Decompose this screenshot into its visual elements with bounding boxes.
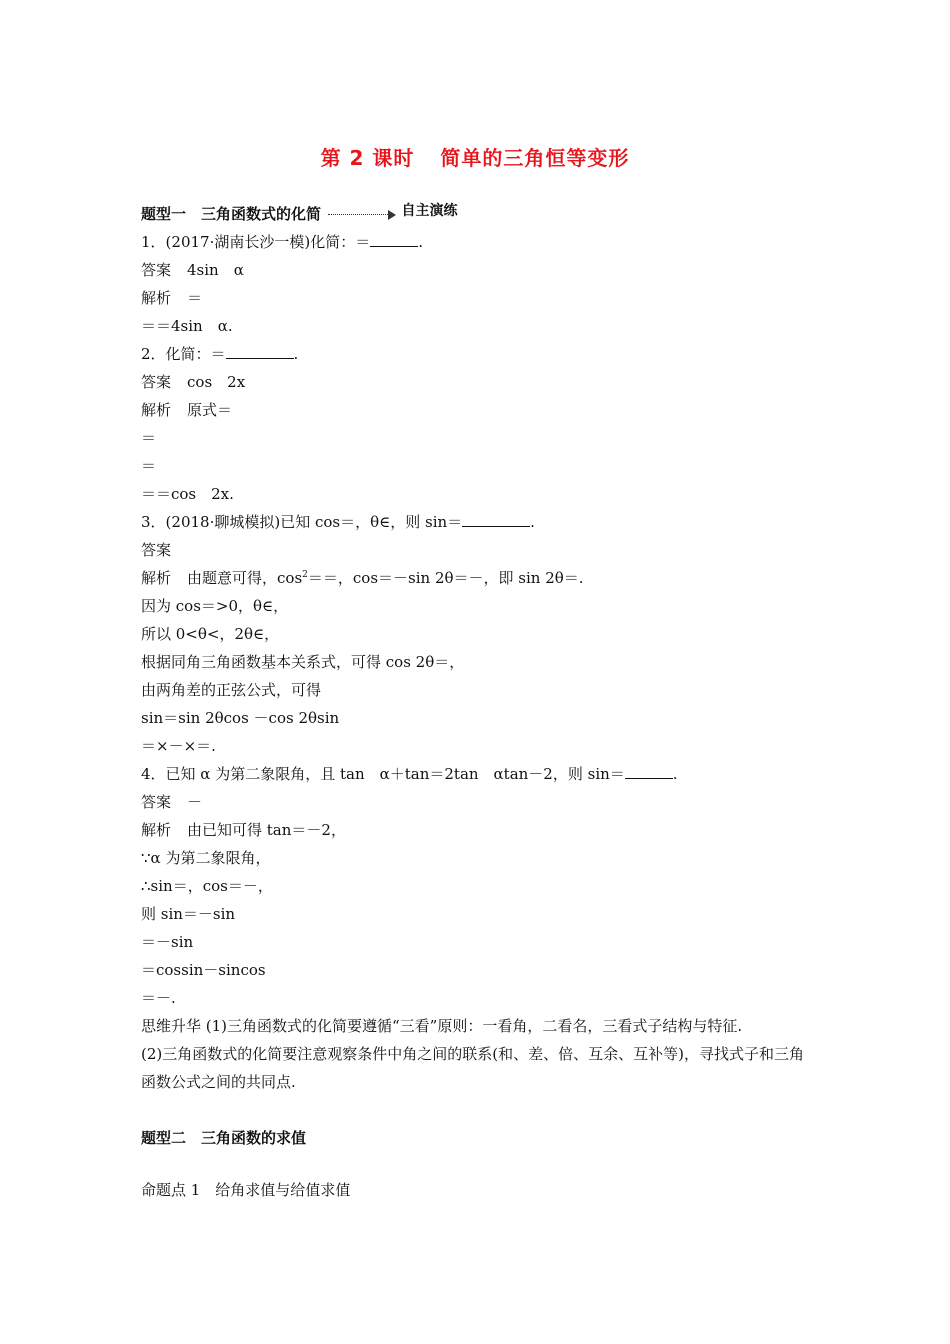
arrow-icon xyxy=(326,210,396,220)
answer-blank xyxy=(226,342,294,359)
answer-label: 答案 xyxy=(141,541,172,559)
answer-label: 答案 xyxy=(141,261,172,279)
answer-value: 4sin α xyxy=(187,261,244,279)
question-1-answer xyxy=(141,256,813,284)
summary-paragraph-2: (2)三角函数式的化简要注意观察条件中角之间的联系(和、差、倍、互余、互补等)，寻找式子和三角函数公式之间的共同点. xyxy=(141,1045,804,1091)
analysis-step: ＝ xyxy=(141,429,157,447)
self-practice-tag: 自主演练 xyxy=(401,203,458,219)
question-2-answer xyxy=(141,368,813,396)
question-1-stem: 1．(2017·湖南长沙一模)化简：＝ . xyxy=(141,228,813,256)
question-4-answer xyxy=(141,788,813,816)
analysis-step: ∴sin＝，cos＝－， xyxy=(141,877,273,895)
analysis-step: ＝＝4sin α. xyxy=(141,317,233,335)
main-content xyxy=(141,200,813,1204)
answer-value: － xyxy=(187,793,203,811)
question-3-answer xyxy=(141,536,813,564)
section-1-title: 题型一 三角函数式的化简 xyxy=(141,205,322,223)
analysis-label: 解析 xyxy=(141,569,172,587)
proposition-point-1: 命题点 1 给角求值与给值求值 xyxy=(141,1181,351,1199)
question-4-analysis: 解析 由已知可得 tan＝－2， xyxy=(141,816,813,844)
answer-blank xyxy=(625,762,673,779)
answer-value: cos 2x xyxy=(187,373,246,391)
question-3-analysis: 解析 由题意可得，$\cos^2==$，cos＝－sin 2θ＝－，即 sin 2θ＝. xyxy=(141,564,813,592)
section-heading-1 xyxy=(141,200,813,228)
lesson-title xyxy=(0,142,950,171)
analysis-step: 则 sin＝－sin xyxy=(141,905,236,923)
section-heading-2: 题型二 三角函数的求值 xyxy=(141,1129,307,1147)
analysis-step: ＝×－×＝. xyxy=(141,737,216,755)
answer-label: 答案 xyxy=(141,793,172,811)
answer-blank xyxy=(370,230,418,247)
analysis-label: 解析 xyxy=(141,401,172,419)
analysis-step: 因为 cos＝>0，θ∈， xyxy=(141,597,289,615)
answer-label: 答案 xyxy=(141,373,172,391)
analysis-label: 解析 xyxy=(141,289,172,307)
summary-paragraph-1: 思维升华 (1)三角函数式的化简要遵循“三看”原则：一看角，二看名，三看式子结构与特征. xyxy=(141,1017,743,1035)
analysis-step: sin＝sin 2θcos －cos 2θsin xyxy=(141,709,340,727)
question-3-stem: 3．(2018·聊城模拟)已知 cos＝，θ∈，则 sin＝ . xyxy=(141,508,813,536)
question-4-stem: 4．已知 α 为第二象限角，且 tan α＋tan＝2tan αtan－2，则 sin＝ . xyxy=(141,760,813,788)
answer-blank xyxy=(462,510,530,527)
analysis-step: 所以 0<θ<，2θ∈， xyxy=(141,625,280,643)
analysis-step: ＝＝cos 2x. xyxy=(141,485,234,503)
analysis-step: ＝ xyxy=(141,457,157,475)
question-2-stem: 2．化简：＝ . xyxy=(141,340,813,368)
lesson-title-topic: 简单的三角恒等变形 xyxy=(440,146,630,170)
lesson-title-number: 第 2 课时 xyxy=(320,146,415,170)
question-1-analysis: 解析 ＝ xyxy=(141,284,813,312)
analysis-step: ＝cossin－sincos xyxy=(141,961,266,979)
analysis-step: ∵α 为第二象限角， xyxy=(141,849,271,867)
analysis-step: 根据同角三角函数基本关系式，可得 cos 2θ＝， xyxy=(141,653,465,671)
analysis-step: ＝－sin xyxy=(141,933,194,951)
analysis-label: 解析 xyxy=(141,821,172,839)
analysis-step: 由两角差的正弦公式，可得 xyxy=(141,681,322,699)
question-2-analysis: 解析 原式＝ xyxy=(141,396,813,424)
analysis-step: ＝－. xyxy=(141,989,176,1007)
